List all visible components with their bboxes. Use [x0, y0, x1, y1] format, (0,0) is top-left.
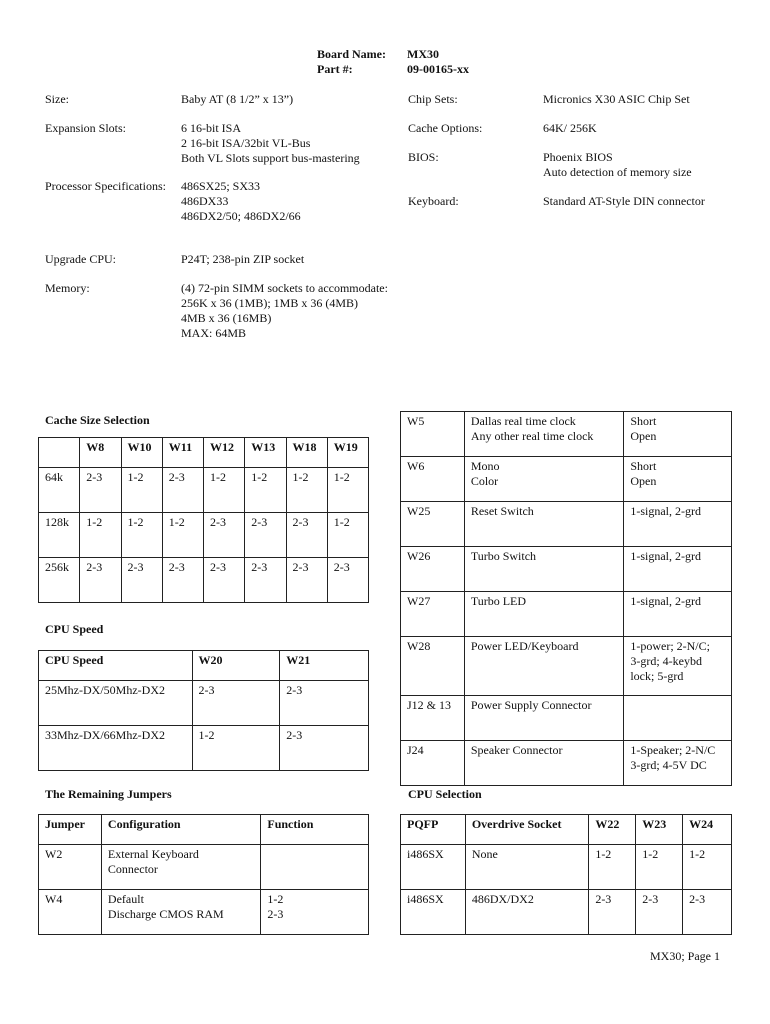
table-cell [624, 696, 732, 741]
table-row [401, 547, 732, 592]
table-cell: 1-2 [636, 845, 683, 890]
table-cell: 1-2 [162, 513, 203, 558]
table-cell: 2-3 [204, 513, 245, 558]
cache-options-label: Cache Options: [408, 121, 483, 135]
table-row [401, 845, 732, 890]
table-cell: 1-2 [80, 513, 121, 558]
table-cell: 1-2 [192, 726, 280, 771]
table-cell: 1-2 [121, 513, 162, 558]
header-cell: Jumper [39, 815, 102, 845]
upgrade-cpu-label: Upgrade CPU: [45, 252, 116, 266]
table-cell: W26 [401, 547, 465, 592]
header-cell: PQFP [401, 815, 466, 845]
keyboard-label: Keyboard: [408, 194, 459, 208]
table-cell: 2-3 [280, 726, 369, 771]
table-cell: J24 [401, 741, 465, 786]
header-cell: W21 [280, 651, 369, 681]
table-row [401, 637, 732, 696]
cache-table-title: Cache Size Selection [45, 413, 150, 427]
table-cell: 1-2 [245, 468, 286, 513]
table-cell: 2-3 [80, 558, 121, 603]
table-cell [261, 845, 369, 890]
table-cell: 64k [39, 468, 80, 513]
header-cell: W24 [683, 815, 732, 845]
table-cell: Power Supply Connector [464, 696, 624, 741]
table-cell: 1-2 [327, 468, 368, 513]
table-cell: None [465, 845, 588, 890]
page-footer: MX30; Page 1 [650, 949, 720, 963]
cache-size-table [38, 437, 369, 603]
upgrade-cpu-value: P24T; 238-pin ZIP socket [181, 252, 305, 266]
table-cell: Short Open [624, 412, 732, 457]
table-cell: 1-power; 2-N/C; 3-grd; 4-keybd lock; 5-grd [624, 637, 732, 696]
header-cell: W10 [121, 438, 162, 468]
table-cell: 128k [39, 513, 80, 558]
table-row [401, 741, 732, 786]
table-cell: 1-2 [286, 468, 327, 513]
remaining-jumpers-title: The Remaining Jumpers [45, 787, 172, 801]
table-row [39, 681, 369, 726]
remaining-jumpers-table [38, 814, 369, 935]
header-cell: Configuration [101, 815, 260, 845]
table-cell: 2-3 [121, 558, 162, 603]
header-cell: Function [261, 815, 369, 845]
table-cell: W28 [401, 637, 465, 696]
bios-label: BIOS: [408, 150, 439, 164]
table-cell: 33Mhz-DX/66Mhz-DX2 [39, 726, 193, 771]
table-cell: 1-2 [327, 513, 368, 558]
table-cell: Speaker Connector [464, 741, 624, 786]
table-cell: W6 [401, 457, 465, 502]
header-cell: W18 [286, 438, 327, 468]
table-cell: 2-3 [636, 890, 683, 935]
table-row [401, 457, 732, 502]
table-cell: J12 & 13 [401, 696, 465, 741]
table-row [401, 412, 732, 457]
table-cell: 1-signal, 2-grd [624, 547, 732, 592]
table-row [39, 890, 369, 935]
jumper-settings-table [400, 411, 732, 786]
table-cell: 2-3 [162, 558, 203, 603]
table-cell: 2-3 [245, 513, 286, 558]
cpu-speed-title: CPU Speed [45, 622, 104, 636]
table-cell: Short Open [624, 457, 732, 502]
header-cell: CPU Speed [39, 651, 193, 681]
header-cell: W8 [80, 438, 121, 468]
header-cell: W12 [204, 438, 245, 468]
table-row [401, 696, 732, 741]
chip-sets-label: Chip Sets: [408, 92, 458, 106]
table-cell: Dallas real time clock Any other real time clock [464, 412, 624, 457]
cpu-selection-table [400, 814, 732, 935]
header-cell [39, 438, 80, 468]
header-cell: Overdrive Socket [465, 815, 588, 845]
table-cell: W27 [401, 592, 465, 637]
table-cell: 2-3 [286, 513, 327, 558]
table-cell: 25Mhz-DX/50Mhz-DX2 [39, 681, 193, 726]
table-cell: 1-2 [204, 468, 245, 513]
header-cell: W13 [245, 438, 286, 468]
table-cell: 486DX/DX2 [465, 890, 588, 935]
table-cell: 1-2 2-3 [261, 890, 369, 935]
processor-specs-value: 486SX25; SX33 486DX33 486DX2/50; 486DX2/66 [181, 179, 301, 223]
size-value: Baby AT (8 1/2” x 13”) [181, 92, 294, 106]
part-number-label: Part #: [317, 62, 353, 76]
table-cell: 2-3 [204, 558, 245, 603]
header-cell: W22 [589, 815, 636, 845]
table-cell: i486SX [401, 845, 466, 890]
table-cell: W5 [401, 412, 465, 457]
table-cell: 2-3 [327, 558, 368, 603]
table-header-row [39, 438, 369, 468]
table-row [401, 890, 732, 935]
table-cell: Reset Switch [464, 502, 624, 547]
board-name-value: MX30 [407, 47, 439, 61]
table-cell: 1-2 [683, 845, 732, 890]
table-cell: Default Discharge CMOS RAM [101, 890, 260, 935]
table-cell: 2-3 [80, 468, 121, 513]
header-cell: W20 [192, 651, 280, 681]
table-cell: External Keyboard Connector [101, 845, 260, 890]
table-row [39, 468, 369, 513]
table-cell: 1-2 [589, 845, 636, 890]
table-cell: 2-3 [589, 890, 636, 935]
expansion-slots-label: Expansion Slots: [45, 121, 127, 135]
table-header-row [401, 815, 732, 845]
table-cell: W2 [39, 845, 102, 890]
cpu-speed-table [38, 650, 369, 771]
table-cell: 1-Speaker; 2-N/C 3-grd; 4-5V DC [624, 741, 732, 786]
table-cell: 1-2 [121, 468, 162, 513]
table-header-row [39, 651, 369, 681]
size-label: Size: [45, 92, 69, 106]
keyboard-value: Standard AT-Style DIN connector [543, 194, 705, 208]
header-cell: W19 [327, 438, 368, 468]
bios-value: Phoenix BIOS Auto detection of memory size [543, 150, 692, 179]
processor-specs-label: Processor Specifications: [45, 179, 166, 193]
table-cell: W4 [39, 890, 102, 935]
expansion-slots-value: 6 16-bit ISA 2 16-bit ISA/32bit VL-Bus Both VL Slots support bus-mastering [181, 121, 360, 165]
header-cell: W11 [162, 438, 203, 468]
table-cell: i486SX [401, 890, 466, 935]
header-cell: W23 [636, 815, 683, 845]
chip-sets-value: Micronics X30 ASIC Chip Set [543, 92, 690, 106]
table-cell: 2-3 [245, 558, 286, 603]
table-cell: 2-3 [162, 468, 203, 513]
table-row [39, 845, 369, 890]
part-number-value: 09-00165-xx [407, 62, 469, 76]
table-cell: Turbo Switch [464, 547, 624, 592]
table-row [39, 558, 369, 603]
table-row [39, 726, 369, 771]
table-cell: 2-3 [286, 558, 327, 603]
table-row [39, 513, 369, 558]
table-header-row [39, 815, 369, 845]
memory-label: Memory: [45, 281, 90, 295]
table-cell: 2-3 [192, 681, 280, 726]
table-cell: Turbo LED [464, 592, 624, 637]
table-cell: Mono Color [464, 457, 624, 502]
board-name-label: Board Name: [317, 47, 386, 61]
table-cell: 1-signal, 2-grd [624, 502, 732, 547]
table-cell: 256k [39, 558, 80, 603]
table-cell: 1-signal, 2-grd [624, 592, 732, 637]
table-cell: 2-3 [280, 681, 369, 726]
table-cell: 2-3 [683, 890, 732, 935]
table-row [401, 502, 732, 547]
table-cell: Power LED/Keyboard [464, 637, 624, 696]
cpu-selection-title: CPU Selection [408, 787, 482, 801]
table-cell: W25 [401, 502, 465, 547]
cache-options-value: 64K/ 256K [543, 121, 597, 135]
memory-value: (4) 72-pin SIMM sockets to accommodate: 256K x 36 (1MB); 1MB x 36 (4MB) 4MB x 36 (16MB) MAX: 64MB [181, 281, 388, 340]
table-row [401, 592, 732, 637]
